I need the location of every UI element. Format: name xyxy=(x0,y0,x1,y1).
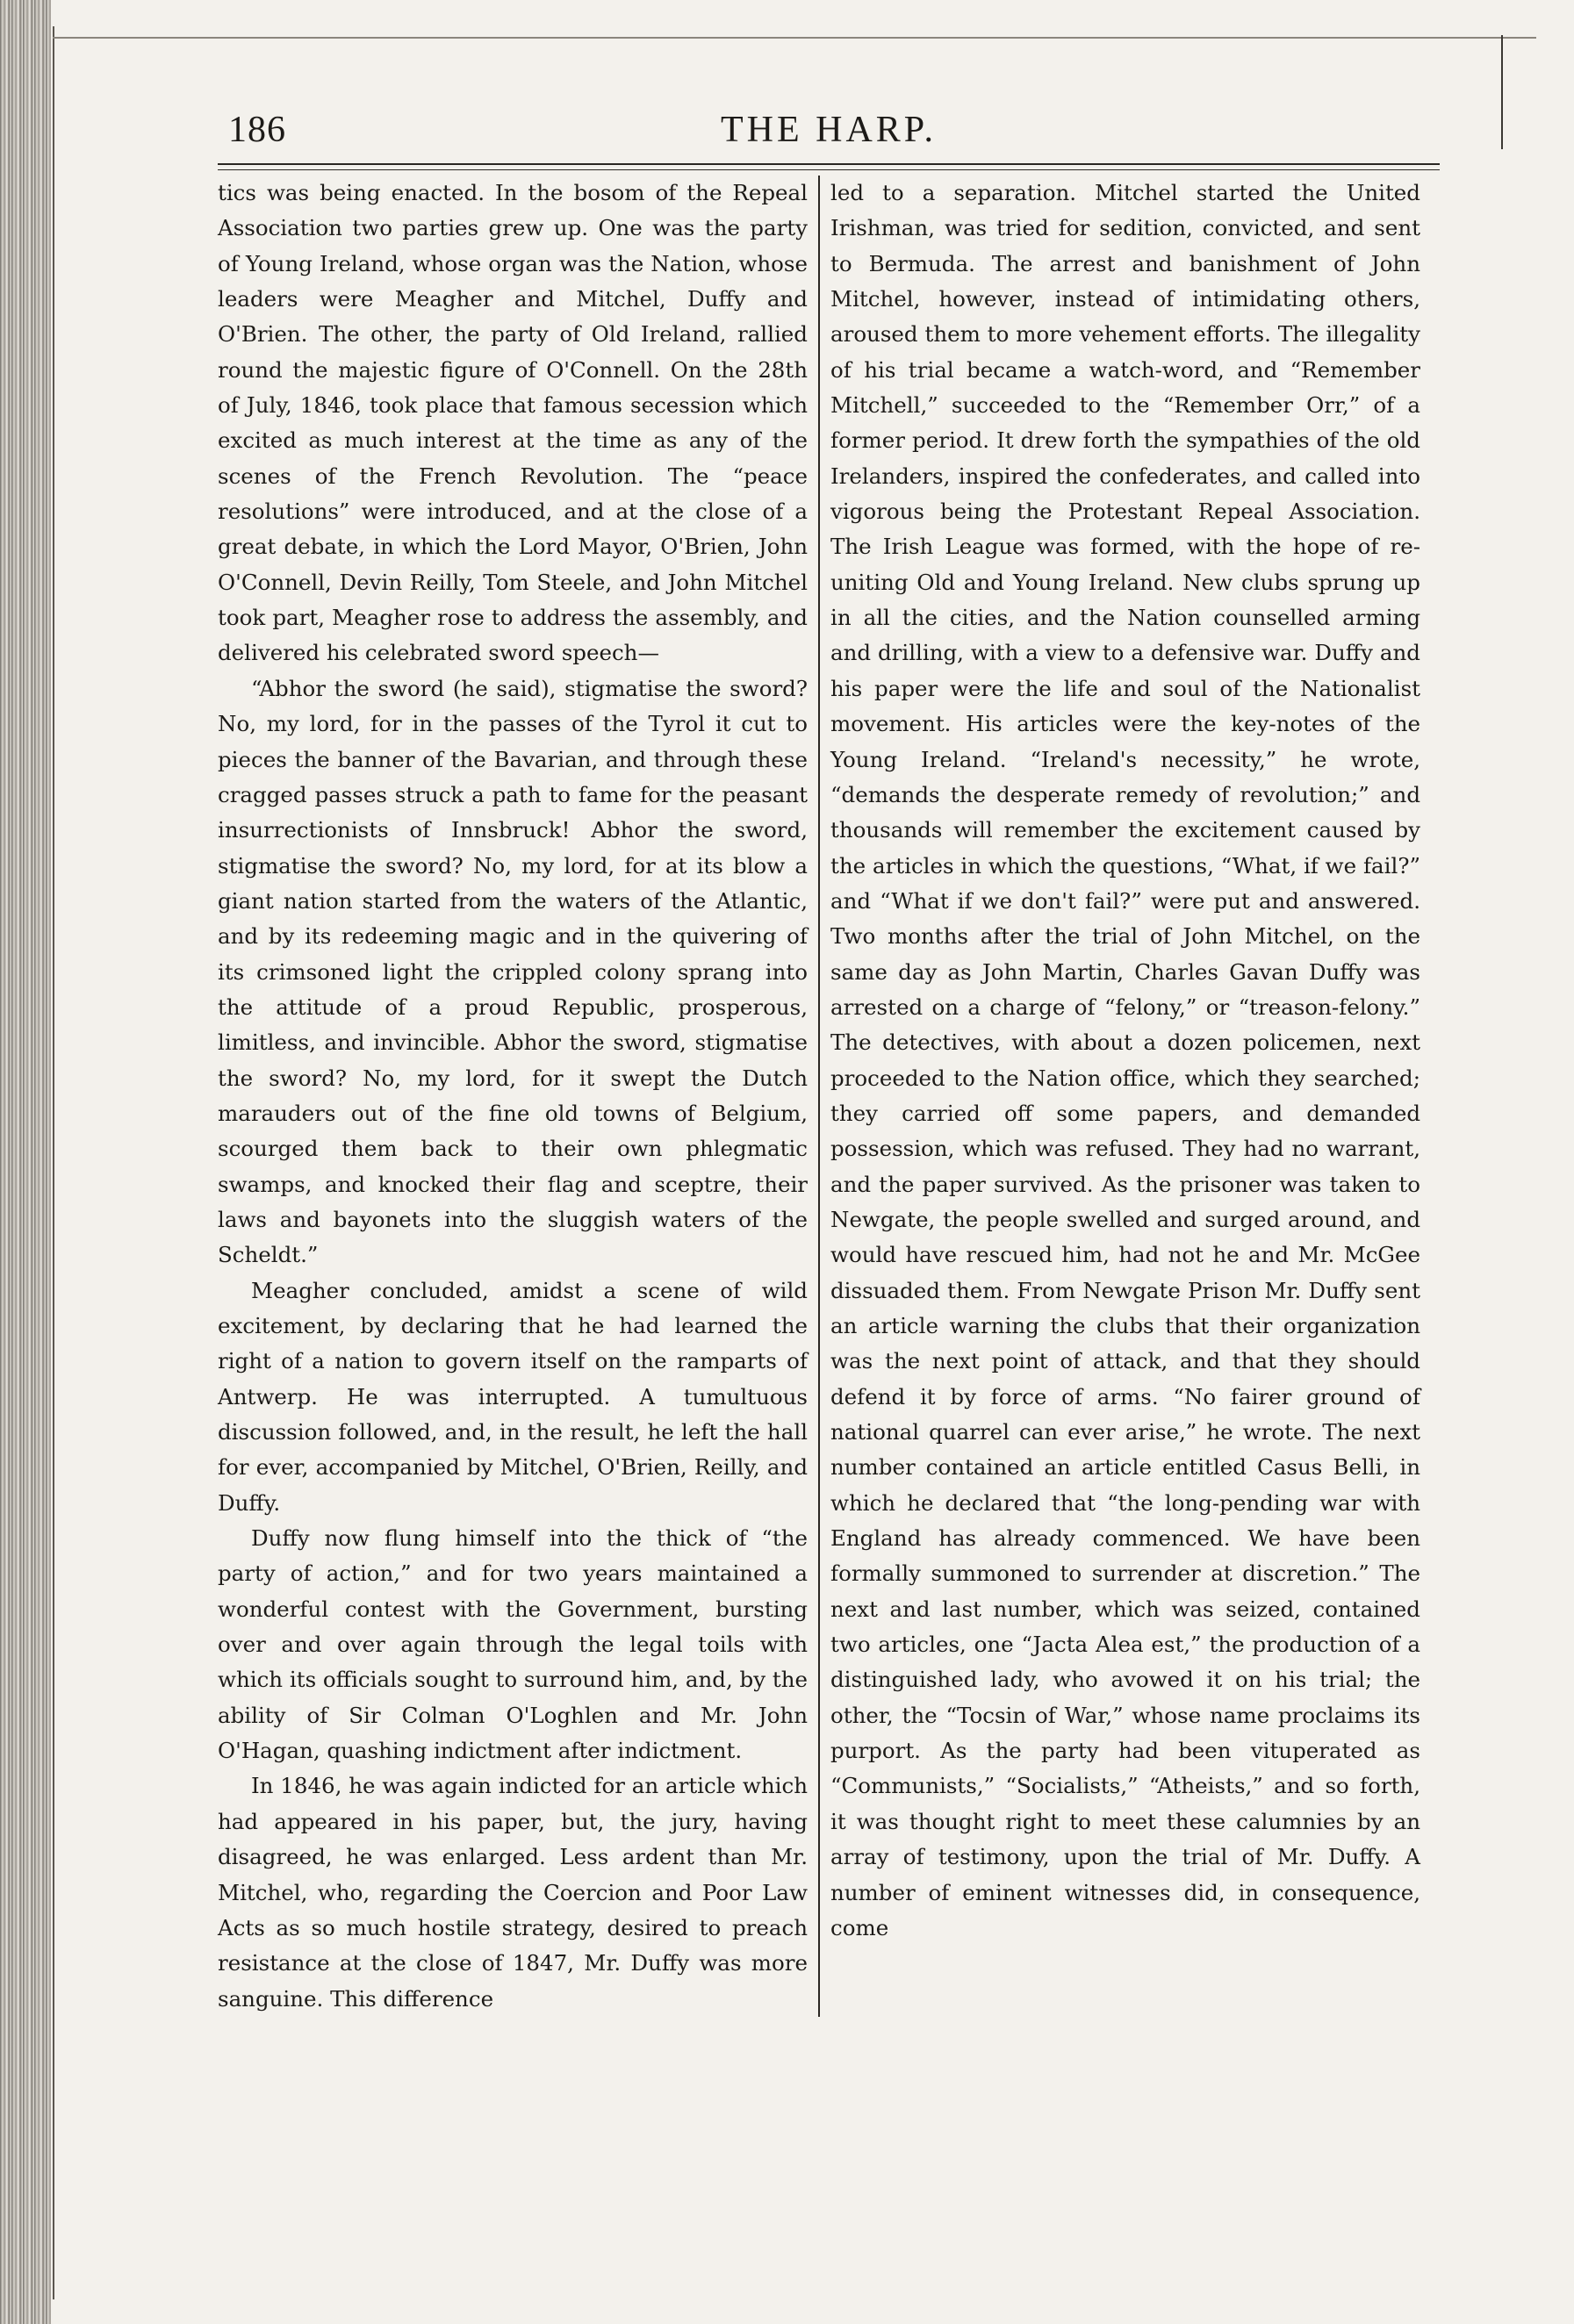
paragraph: tics was being enacted. In the bosom of the Repeal Association two parties grew up. One was the party of Young Ireland, whose organ was the Nation, whose leaders were Meagher and Mitchel, Duffy and O'Brien. The other, the party of Old Ireland, rallied round the majestic figure of O'Connell. On the 28th of July, 1846, took place that famous secession which excited as much interest at the time as any of the scenes of the French Revolution. The “peace resolutions” were introduced, and at the close of a great debate, in which the Lord Mayor, O'Brien, John O'Connell, Devin Reilly, Tom Steele, and John Mitchel took part, Meagher rose to address the assembly, and delivered his celebrated sword speech— xyxy=(218,180,808,666)
left-column xyxy=(218,176,818,2017)
binding-rule xyxy=(53,26,54,2299)
paragraph-quote: “Abhor the sword (he said), stigmatise the sword? No, my lord, for in the passes of the Tyrol it cut to pieces the banner of the Bavarian, and through these cragged passes struck a path to fame for the peasant insurrectionists of Innsbruck! Abhor the sword, stigmatise the sword? No, my lord, for at its blow a giant nation started from the waters of the Atlantic, and by its redeeming magic and in the quivering of its crimsoned light the crippled colony sprang into the attitude of a proud Republic, prosperous, limitless, and invincible. Abhor the sword, stigmatise the sword? No, my lord, for it swept the Dutch marauders out of the fine old towns of Belgium, scourged them back to their own phlegmatic swamps, and knocked their flag and sceptre, their laws and bayonets into the sluggish waters of the Scheldt.” xyxy=(218,675,808,1268)
right-edge-rule xyxy=(1501,35,1503,149)
right-column xyxy=(820,176,1420,2017)
text-columns xyxy=(218,176,1440,2017)
paragraph: In 1846, he was again indicted for an article which had appeared in his paper, but, the jury, having disagreed, he was enlarged. Less ardent than Mr. Mitchel, who, regarding the Coercion and Poor Law Acts as so much hostile strategy, desired to preach resistance at the close of 1847, Mr. Duffy was more sanguine. This difference xyxy=(218,1773,808,2012)
top-edge-rule xyxy=(53,37,1536,39)
paragraph: led to a separation. Mitchel started the United Irishman, was tried for sedition, convicted, and sent to Bermuda. The arrest and banishment of John Mitchel, however, instead of intimidating others, aroused them to more vehement efforts. The illegality of his trial became a watch-word, and “Remember Mitchell,” succeeded to the “Remember Orr,” of a former period. It drew forth the sympathies of the old Irelanders, inspired the confederates, and called into vigorous being the Protestant Repeal Association. The Irish League was formed, with the hope of re-uniting Old and Young Ireland. New clubs sprung up in all the cities, and the Nation counselled arming and drilling, with a view to a defensive war. Duffy and his paper were the life and soul of the Nationalist movement. His articles were the key-notes of the Young Ireland. “Ireland's necessity,” he wrote, “demands the desperate remedy of revolution;” and thousands will remember the excitement caused by the articles in which the questions, “What, if we fail?” and “What if we don't fail?” were put and answered. Two months after the trial of John Mitchel, on the same day as John Martin, Charles Gavan Duffy was arrested on a charge of “felony,” or “treason-felony.” The detectives, with about a dozen policemen, next proceeded to the Nation office, which they searched; they carried off some papers, and demanded possession, which was refused. They had no warrant, and the paper survived. As the prisoner was taken to Newgate, the people swelled and surged around, and would have rescued him, had not he and Mr. McGee dissuaded them. From Newgate Prison Mr. Duffy sent an article warning the clubs that their organization was the next point of attack, and that they should defend it by force of arms. “No fairer ground of national quarrel can ever arise,” he wrote. The next number contained an article entitled Casus Belli, in which he declared that “the long-pending war with England has already commenced. We have been formally summoned to surrender at discretion.” The next and last number, which was seized, contained two articles, one “Jacta Alea est,” the production of a distinguished lady, who avowed it on his trial; the other, the “Tocsin of War,” whose name proclaims its purport. As the party had been vituperated as “Communists,” “Socialists,” “Atheists,” and so forth, it was thought right to meet these calumnies by an array of testimony, upon the trial of Mr. Duffy. A number of eminent witnesses did, in consequence, come xyxy=(830,180,1420,1940)
running-title: THE HARP. xyxy=(720,110,938,150)
page-binding-edge xyxy=(0,0,51,2324)
paragraph: Duffy now flung himself into the thick of “the party of action,” and for two years maintained a wonderful contest with the Government, bursting over and over again through the legal toils with which its officials sought to surround him, and, by the ability of Sir Colman O'Loghlen and Mr. John O'Hagan, quashing indictment after indictment. xyxy=(218,1525,808,1764)
page-header xyxy=(218,104,1440,158)
header-rule-thick xyxy=(218,163,1440,165)
header-rule-thin xyxy=(218,169,1440,170)
page-number: 186 xyxy=(228,110,286,150)
paragraph: Meagher concluded, amidst a scene of wild excitement, by declaring that he had learned the right of a nation to govern itself on the ramparts of Antwerp. He was interrupted. A tumultuous discussion followed, and, in the result, he left the hall for ever, accompanied by Mitchel, O'Brien, Reilly, and Duffy. xyxy=(218,1277,808,1516)
page xyxy=(218,104,1440,2017)
